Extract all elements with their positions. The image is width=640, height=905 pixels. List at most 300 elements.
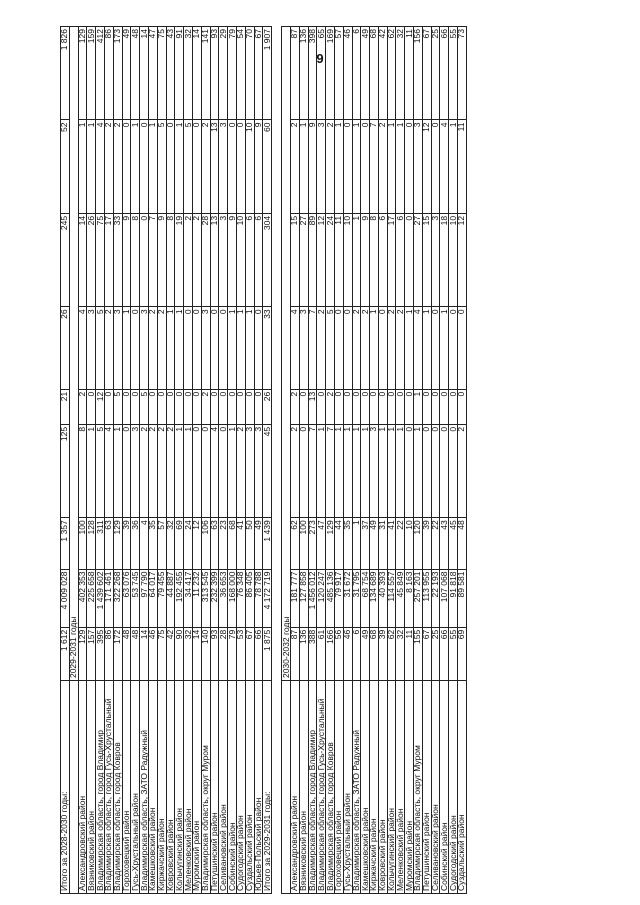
row-label: Ковровский район — [378, 681, 387, 894]
table-cell: 1 — [396, 424, 405, 517]
row-label: Вязниковский район — [299, 681, 308, 894]
table-cell: 1 — [228, 424, 237, 517]
table-cell: 3 — [299, 307, 308, 389]
table-cell: 2 — [396, 307, 405, 389]
table-cell: 76 348 — [236, 569, 245, 627]
spacer-row — [272, 27, 282, 894]
table-row — [378, 27, 387, 894]
row-label: Юрьев-Польский район — [254, 681, 263, 894]
table-row — [387, 27, 396, 894]
table-row — [78, 27, 87, 894]
table-row — [122, 27, 131, 894]
table-cell: 12 — [422, 120, 431, 213]
table-cell: 0 — [361, 120, 370, 213]
table-cell: 86 405 — [245, 569, 254, 627]
table-cell: 42 — [378, 27, 387, 121]
table-cell: 32 — [184, 627, 193, 680]
table-cell: 60 — [263, 120, 272, 213]
table-cell: 45 — [449, 518, 458, 569]
table-cell: 45 — [263, 424, 272, 517]
table-cell: 1 — [440, 307, 449, 389]
table-cell: 1 — [334, 120, 343, 213]
table-cell: 7 — [326, 424, 335, 517]
table-cell: 0 — [192, 389, 201, 424]
table-cell: 11 — [458, 120, 467, 213]
table-cell: 1 — [131, 120, 140, 213]
table-cell: 0 — [219, 424, 228, 517]
table-cell: 225 658 — [87, 569, 96, 627]
row-label: Камешковский район — [361, 681, 370, 894]
table-cell: 66 — [440, 27, 449, 121]
table-cell: 485 136 — [326, 569, 335, 627]
table-cell: 4 — [96, 120, 105, 213]
row-label: Ковровский район — [166, 681, 175, 894]
table-cell: 46 — [343, 627, 352, 680]
row-label: Вязниковский район — [87, 681, 96, 894]
table-cell: 5 — [113, 389, 122, 424]
table-cell: 0 — [148, 389, 157, 424]
table-cell: 2 — [326, 389, 335, 424]
table-cell: 5 — [157, 120, 166, 213]
table-cell: 1 — [334, 424, 343, 517]
table-cell: 157 — [87, 627, 96, 680]
table-cell: 32 — [184, 27, 193, 121]
table-cell: 93 — [210, 627, 219, 680]
table-cell: 1 — [175, 120, 184, 213]
table-cell: 168 000 — [228, 569, 237, 627]
table-cell: 0 — [449, 424, 458, 517]
table-cell: 68 — [370, 27, 379, 121]
table-cell: 1 — [236, 307, 245, 389]
row-label: Меленковский район — [184, 681, 193, 894]
table-cell: 11 — [405, 627, 414, 680]
table-cell: 1 — [361, 424, 370, 517]
table-cell: 65 — [317, 27, 326, 121]
table-cell: 50 — [245, 518, 254, 569]
table-cell: 1 — [405, 307, 414, 389]
row-label: Александровский район — [290, 681, 299, 894]
table-cell: 1 — [378, 424, 387, 517]
table-cell: 68 — [370, 627, 379, 680]
table-row — [440, 27, 449, 894]
table-cell: 49 — [370, 518, 379, 569]
table-cell: 13 — [308, 389, 317, 424]
table-cell: 78 788 — [254, 569, 263, 627]
table-cell: 14 — [192, 27, 201, 121]
table-cell: 3 — [113, 307, 122, 389]
row-label: Владимирская область, город Ковров — [326, 681, 335, 894]
table-cell: 4 — [104, 424, 113, 517]
row-label: Петушинский район — [210, 681, 219, 894]
table-cell: 2 — [290, 424, 299, 517]
table-cell: 0 — [299, 424, 308, 517]
table-cell: 0 — [343, 307, 352, 389]
table-cell: 0 — [361, 389, 370, 424]
table-cell: 5 — [184, 120, 193, 213]
table-cell: 129 — [113, 518, 122, 569]
table-row — [396, 27, 405, 894]
table-cell: 69 — [458, 627, 467, 680]
table-cell: 134 689 — [370, 569, 379, 627]
table-cell: 49 — [361, 27, 370, 121]
table-cell: 33 — [113, 213, 122, 306]
table-cell: 1 907 — [263, 27, 272, 121]
table-cell: 1 — [352, 213, 361, 306]
table-cell: 1 612 — [61, 627, 70, 680]
table-cell: 25 — [431, 27, 440, 121]
table-cell: 73 — [458, 27, 467, 121]
table-cell: 129 — [78, 27, 87, 121]
table-cell: 0 — [131, 307, 140, 389]
table-cell: 0 — [140, 120, 149, 213]
table-cell: 0 — [405, 389, 414, 424]
table-cell: 31 672 — [343, 569, 352, 627]
table-cell: 2 — [140, 424, 149, 517]
row-label: Селивановский район — [219, 681, 228, 894]
row-label: Владимирская область, город Владимир — [308, 681, 317, 894]
table-cell: 68 — [228, 518, 237, 569]
table-cell: 1 — [387, 120, 396, 213]
table-row — [140, 27, 149, 894]
table-cell: 87 — [290, 27, 299, 121]
table-cell: 0 — [431, 120, 440, 213]
table-cell: 120 — [414, 518, 423, 569]
table-cell: 63 076 — [122, 569, 131, 627]
table-cell: 1 — [87, 424, 96, 517]
table-cell: 0 — [219, 389, 228, 424]
table-cell: 67 — [245, 627, 254, 680]
table-cell: 36 653 — [219, 569, 228, 627]
table-row — [422, 27, 431, 894]
table-cell: 10 — [449, 213, 458, 306]
table-cell: 63 — [210, 518, 219, 569]
table-cell: 273 — [308, 518, 317, 569]
table-row — [361, 27, 370, 894]
table-cell: 14 — [192, 627, 201, 680]
table-cell: 8 163 — [405, 569, 414, 627]
table-cell: 1 — [113, 424, 122, 517]
table-cell: 12 — [192, 518, 201, 569]
table-cell: 3 — [414, 120, 423, 213]
table-cell: 13 — [210, 120, 219, 213]
table-cell: 49 — [254, 518, 263, 569]
table-cell: 15 — [422, 213, 431, 306]
table-cell: 0 — [210, 389, 219, 424]
table-cell: 0 — [210, 307, 219, 389]
table-cell: 48 — [131, 27, 140, 121]
period-header: 2030-2032 годы — [282, 27, 291, 681]
table-cell: 7 — [308, 307, 317, 389]
table-cell: 0 — [157, 389, 166, 424]
table-cell: 0 — [396, 389, 405, 424]
table-cell: 257 201 — [414, 569, 423, 627]
row-label: Собинский район — [440, 681, 449, 894]
row-label: Владимирская область, округ Муром — [414, 681, 423, 894]
table-cell: 0 — [140, 213, 149, 306]
table-cell: 2 — [236, 424, 245, 517]
table-cell: 2 — [104, 120, 113, 213]
table-cell: 3 — [245, 424, 254, 517]
table-row — [148, 27, 157, 894]
table-cell: 70 — [245, 27, 254, 121]
table-cell: 12 — [458, 213, 467, 306]
table-cell: 1 — [414, 424, 423, 517]
table-cell: 1 — [449, 120, 458, 213]
table-cell: 35 — [148, 518, 157, 569]
table-cell: 171 461 — [104, 569, 113, 627]
row-label: Владимирская область, ЗАТО Радужный — [140, 681, 149, 894]
table-cell: 129 — [326, 518, 335, 569]
table-cell: 1 875 — [263, 627, 272, 680]
table-cell: 0 — [431, 389, 440, 424]
table-cell: 11 — [405, 27, 414, 121]
table-cell: 0 — [184, 307, 193, 389]
row-label: Кольчугинский район — [175, 681, 184, 894]
table-cell: 3 — [254, 424, 263, 517]
table-cell: 1 439 — [263, 518, 272, 569]
table-cell: 28 — [201, 213, 210, 306]
table-cell: 0 — [122, 389, 131, 424]
table-cell: 0 — [166, 120, 175, 213]
table-cell: 1 — [343, 424, 352, 517]
row-label: Киржачский район — [157, 681, 166, 894]
table-cell: 4 009 028 — [61, 569, 70, 627]
table-cell: 313 545 — [201, 569, 210, 627]
page-number: 9 — [316, 51, 324, 66]
table-cell: 3 — [219, 213, 228, 306]
table-cell: 10 — [245, 120, 254, 213]
table-cell: 32 — [166, 518, 175, 569]
table-cell: 0 — [334, 307, 343, 389]
table-cell: 1 826 — [61, 27, 70, 121]
row-label: Судогодский район — [449, 681, 458, 894]
table-cell: 53 — [236, 627, 245, 680]
table-cell: 7 — [370, 120, 379, 213]
table-cell: 44 887 — [166, 569, 175, 627]
table-cell: 2 — [201, 120, 210, 213]
table-cell: 52 — [61, 120, 70, 213]
row-label: Суздальский район — [245, 681, 254, 894]
table-cell: 0 — [131, 389, 140, 424]
table-cell: 4 172 719 — [263, 569, 272, 627]
table-cell: 17 — [104, 213, 113, 306]
table-cell: 79 455 — [157, 569, 166, 627]
table-cell: 0 — [458, 389, 467, 424]
table-cell: 2 — [201, 389, 210, 424]
table-cell: 1 — [122, 307, 131, 389]
table-row — [245, 27, 254, 894]
table-cell: 62 — [387, 27, 396, 121]
table-cell: 55 — [449, 627, 458, 680]
table-cell: 79 — [228, 27, 237, 121]
table-row — [219, 27, 228, 894]
row-label: Владимирская область, ЗАТО Радужный — [352, 681, 361, 894]
table-cell: 3 — [431, 213, 440, 306]
row-label: Гусь-Хрустальный район — [343, 681, 352, 894]
table-cell: 9 — [122, 213, 131, 306]
table-cell: 2 — [192, 213, 201, 306]
table-cell: 166 — [326, 627, 335, 680]
table-cell: 6 — [254, 213, 263, 306]
row-label: Муромский район — [405, 681, 414, 894]
table-cell: 43 — [440, 518, 449, 569]
table-cell: 27 — [299, 213, 308, 306]
table-cell: 412 — [96, 27, 105, 121]
table-row — [352, 27, 361, 894]
table-cell: 0 — [387, 389, 396, 424]
table-cell: 64 017 — [148, 569, 157, 627]
table-cell: 5 — [96, 424, 105, 517]
table-row — [236, 27, 245, 894]
table-cell: 2 — [387, 307, 396, 389]
table-cell: 8 — [370, 213, 379, 306]
table-cell: 11 — [334, 213, 343, 306]
table-cell: 232 399 — [210, 569, 219, 627]
table-cell: 1 456 012 — [308, 569, 317, 627]
table-cell: 8 — [78, 424, 87, 517]
row-label: Итого за 2028-2030 годы: — [61, 681, 70, 894]
table-cell: 75 — [157, 627, 166, 680]
table-cell: 1 — [175, 307, 184, 389]
table-cell: 40 393 — [378, 569, 387, 627]
table-cell: 398 — [308, 27, 317, 121]
table-cell: 67 — [422, 627, 431, 680]
table-cell: 0 — [299, 389, 308, 424]
table-cell: 128 — [87, 518, 96, 569]
table-cell: 14 — [78, 213, 87, 306]
table-cell: 0 — [236, 120, 245, 213]
table-cell: 27 — [414, 213, 423, 306]
table-cell: 2 — [290, 120, 299, 213]
row-label: Владимирская область, город Ковров — [113, 681, 122, 894]
table-cell: 2 — [184, 213, 193, 306]
table-cell: 53 745 — [131, 569, 140, 627]
table-cell: 1 — [317, 424, 326, 517]
table-cell: 169 — [326, 27, 335, 121]
table-cell: 4 — [414, 307, 423, 389]
table-cell: 322 268 — [113, 569, 122, 627]
row-label: Владимирская область, город Владимир — [96, 681, 105, 894]
table-cell: 0 — [219, 307, 228, 389]
table-cell: 42 — [166, 627, 175, 680]
table-cell: 0 — [87, 389, 96, 424]
table-cell: 15 — [290, 213, 299, 306]
table-cell: 2 — [378, 120, 387, 213]
table-cell: 22 — [431, 518, 440, 569]
table-cell: 0 — [254, 307, 263, 389]
table-cell: 41 — [236, 518, 245, 569]
table-row — [113, 27, 122, 894]
table-cell: 2 — [317, 307, 326, 389]
table-cell: 0 — [458, 307, 467, 389]
table-row — [184, 27, 193, 894]
table-cell: 1 — [228, 307, 237, 389]
table-cell: 2 — [458, 424, 467, 517]
table-row — [414, 27, 423, 894]
table-cell: 91 818 — [449, 569, 458, 627]
table-cell: 100 — [78, 518, 87, 569]
table-cell: 87 — [290, 627, 299, 680]
table-cell: 155 — [414, 627, 423, 680]
table-cell: 2 — [157, 307, 166, 389]
table-cell: 3 — [370, 424, 379, 517]
table-cell: 0 — [449, 389, 458, 424]
table-cell: 29 — [219, 27, 228, 121]
table-cell: 0 — [405, 424, 414, 517]
table-cell: 18 — [440, 213, 449, 306]
table-row — [201, 27, 210, 894]
table-cell: 1 — [184, 424, 193, 517]
table-cell: 0 — [122, 120, 131, 213]
table-cell: 0 — [378, 389, 387, 424]
table-cell: 2 — [78, 389, 87, 424]
table-row — [431, 27, 440, 894]
table-cell: 63 — [104, 518, 113, 569]
table-cell: 2 — [148, 307, 157, 389]
table-cell: 141 — [201, 27, 210, 121]
table-cell: 24 — [326, 213, 335, 306]
table-cell: 120 247 — [317, 569, 326, 627]
total-row — [263, 27, 272, 894]
table-row — [157, 27, 166, 894]
table-cell: 89 581 — [458, 569, 467, 627]
table-cell: 48 — [122, 627, 131, 680]
table-row — [175, 27, 184, 894]
row-label: Киржачский район — [370, 681, 379, 894]
table-cell: 4 — [140, 518, 149, 569]
table-cell: 0 — [175, 389, 184, 424]
table-cell: 6 — [352, 27, 361, 121]
table-cell: 49 — [122, 27, 131, 121]
table-cell: 0 — [317, 389, 326, 424]
table-cell: 9 — [308, 120, 317, 213]
table-cell: 3 — [87, 307, 96, 389]
table-cell: 0 — [228, 120, 237, 213]
table-cell: 39 — [122, 518, 131, 569]
table-cell: 140 — [201, 627, 210, 680]
table-cell: 1 439 602 — [96, 569, 105, 627]
table-cell: 1 — [87, 120, 96, 213]
table-cell: 2 — [290, 389, 299, 424]
table-cell: 86 — [104, 27, 113, 121]
table-cell: 26 — [263, 389, 272, 424]
table-cell: 0 — [449, 307, 458, 389]
table-cell: 2 — [104, 307, 113, 389]
table-cell: 5 — [140, 389, 149, 424]
table-cell: 19 — [175, 213, 184, 306]
table-cell: 127 858 — [299, 569, 308, 627]
table-cell: 7 — [308, 424, 317, 517]
row-label: Александровский район — [78, 681, 87, 894]
table-cell: 2 — [326, 120, 335, 213]
table-cell: 0 — [343, 389, 352, 424]
data-table — [60, 26, 467, 894]
table-cell: 61 — [317, 627, 326, 680]
table-cell: 1 — [387, 424, 396, 517]
table-cell: 1 — [245, 307, 254, 389]
table-cell: 1 — [148, 120, 157, 213]
table-cell: 67 — [254, 27, 263, 121]
table-cell: 32 — [396, 27, 405, 121]
table-cell: 48 — [458, 518, 467, 569]
table-cell: 0 — [422, 389, 431, 424]
table-cell: 304 — [263, 213, 272, 306]
row-label: Камешковский район — [148, 681, 157, 894]
table-cell: 0 — [334, 389, 343, 424]
row-label: Итого за 2029-2031 годы: — [263, 681, 272, 894]
table-cell: 24 — [184, 518, 193, 569]
table-row — [290, 27, 299, 894]
